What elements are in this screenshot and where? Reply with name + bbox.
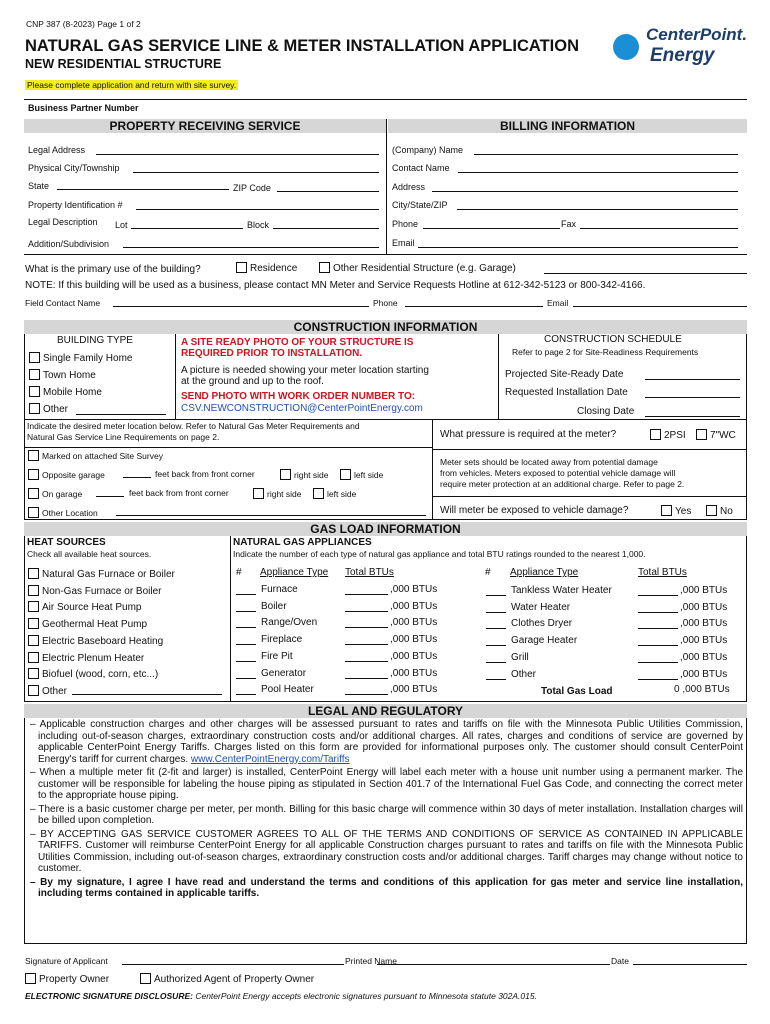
fax-label: Fax: [561, 219, 577, 229]
appliance-count-field[interactable]: [236, 661, 256, 662]
vehicle-question: Will meter be exposed to vehicle damage?: [440, 505, 629, 516]
heat-source-item: [28, 601, 142, 613]
contact-field[interactable]: [458, 172, 738, 173]
other-type-label: Other: [43, 404, 69, 415]
appliance-name: Furnace: [261, 584, 298, 595]
appliance-name: Generator: [261, 667, 307, 679]
appliance-name: Grill: [511, 651, 529, 663]
appliance-count-field[interactable]: [486, 612, 506, 613]
legal-p3: There is a basic customer charge per meter, per month. Billing for this basic charge will commence within 30 days of meter installation. Installation charges will be billed upon completion.: [38, 803, 743, 826]
appliance-btu-field[interactable]: [638, 595, 678, 596]
heat-source-item: [28, 685, 67, 697]
other-location-label: Other Location: [42, 508, 98, 518]
on-garage-right-label: right side: [267, 489, 302, 499]
heat-source-item: [28, 635, 163, 647]
appliance-count-field[interactable]: [486, 662, 506, 663]
appliance-name: Clothes Dryer: [511, 618, 573, 630]
heat-source-checkbox[interactable]: [28, 601, 39, 612]
heat-source-checkbox[interactable]: [28, 668, 39, 679]
closing-field[interactable]: [645, 416, 740, 417]
appliance-name: Pool Heater: [261, 684, 314, 696]
appliance-btu-unit: ,000 BTUs: [680, 635, 728, 647]
meter-note-3: require meter protection at an additional charge. Refer to page 2.: [440, 479, 685, 489]
appliance-name: Water Heater: [511, 601, 571, 613]
heat-source-label: Non-Gas Furnace or Boiler: [42, 585, 162, 597]
city-field[interactable]: [457, 209, 738, 210]
psi2-checkbox[interactable]: [650, 429, 661, 440]
addition-label: Addition/Subdivision: [28, 239, 110, 249]
company-field[interactable]: [474, 154, 738, 155]
zip-label: ZIP Code: [233, 183, 271, 193]
meter-location-note-2: Natural Gas Service Line Requirements on page 2.: [27, 432, 220, 442]
appliance-btu-unit: ,000 BTUs: [680, 668, 728, 680]
marked-site-survey-checkbox[interactable]: [28, 450, 39, 461]
opposite-left-checkbox[interactable]: [340, 469, 351, 480]
legal-desc-label: Legal Description: [28, 217, 98, 227]
heat-source-checkbox[interactable]: [28, 618, 39, 629]
other-structure-field[interactable]: [544, 273, 747, 274]
physical-city-label: Physical City/Township: [28, 163, 120, 173]
mobile-home-checkbox[interactable]: [29, 386, 40, 397]
heat-source-label: Electric Baseboard Heating: [42, 635, 164, 647]
property-owner-label: Property Owner: [39, 974, 110, 985]
field-contact-field[interactable]: [113, 306, 369, 307]
authorized-agent-checkbox[interactable]: [140, 973, 151, 984]
addition-field[interactable]: [123, 247, 379, 248]
total-gas-load-label: Total Gas Load: [541, 686, 613, 697]
disclosure-title: ELECTRONIC SIGNATURE DISCLOSURE:: [25, 991, 193, 1001]
property-section-title: PROPERTY RECEIVING SERVICE: [24, 119, 386, 133]
heat-source-item: [28, 585, 162, 597]
appliance-btu-field[interactable]: [638, 612, 678, 613]
town-home-label: Town Home: [43, 370, 96, 381]
heat-source-checkbox[interactable]: [28, 685, 39, 696]
logo-text-1: CenterPoint.: [646, 25, 748, 44]
appliances-title: NATURAL GAS APPLIANCES: [233, 537, 372, 548]
appliance-btu-field[interactable]: [345, 694, 388, 695]
legal-text: – Applicable construction charges and other charges will be assessed pursuant to rates and tariffs on file with the Minnesota Public Utilities Commission, including out-of-season charges, extraordinary construction costs and/or additional charges. All rates, charges and conditions of service are governed by applicable CenterPoint Energy Tariffs. Charges listed on this form are provided for informational purposes only. The customer should consult CenterPoint Energy's tariff for current charges. www.CenterPointEnergy.com/Tariffs – When a multiple meter fit (2-fit and larger) is installed, CenterPoint Energy will label each meter with a house unit number using a permanent marker. The customer will be responsible for labeling the house piping as stipulated in Section 401.7 of the International Fuel Gas Code, and connecting the correct meter to the appropriate house piping. – There is a basic customer charge per meter, per month. Billing for this basic charge will commence within 30 days of meter installation. Installation charges will be billed upon completion. – BY ACCEPTING GAS SERVICE CUSTOMER AGREES TO ALL OF THE TERMS AND CONDITIONS OF SERVICE AS CONTAINED IN APPLICABLE TARIFFS. Customer will reimburse CenterPoint Energy for all applicable Construction charges pursuant to rates and tariffs on file with the Minnesota Public Utilities Commission, including out-of-season charges, extraordinary construction costs and/or additional charges. Tariff charges may change without notice to customer. – By my signature, I agree I have read and understand the terms and conditions of this application for gas meter and service line installation, including terms contained in applicable tariffs.: [30, 719, 744, 899]
opposite-garage-label: Opposite garage: [42, 470, 105, 480]
meter-location-note-1: Indicate the desired meter location below. Refer to Natural Gas Meter Requirements and: [27, 421, 360, 431]
zip-field[interactable]: [277, 191, 379, 192]
appliance-btu-unit: ,000 BTUs: [680, 651, 728, 663]
address-label: Address: [392, 182, 426, 192]
mobile-home-label: Mobile Home: [43, 387, 102, 398]
property-owner-checkbox[interactable]: [25, 973, 36, 984]
heat-source-label: Air Source Heat Pump: [42, 602, 142, 614]
heat-source-checkbox[interactable]: [28, 568, 39, 579]
single-family-checkbox[interactable]: [29, 352, 40, 363]
address-field[interactable]: [432, 191, 738, 192]
page-subtitle: NEW RESIDENTIAL STRUCTURE: [25, 57, 222, 71]
appliance-btu-unit: ,000 BTUs: [390, 584, 438, 595]
appliance-btu-field[interactable]: [345, 611, 388, 612]
heat-source-item: [28, 668, 158, 680]
opposite-feet-field[interactable]: [123, 477, 151, 478]
marked-site-survey-label: Marked on attached Site Survey: [42, 451, 163, 461]
appliance-btu-field[interactable]: [345, 661, 388, 662]
total-btu-right: Total BTUs: [638, 567, 687, 578]
on-garage-label: On garage: [42, 489, 83, 499]
on-garage-feet-field[interactable]: [96, 496, 124, 497]
appliance-btu-field[interactable]: [345, 644, 388, 645]
legal-p4: BY ACCEPTING GAS SERVICE CUSTOMER AGREES TO ALL OF THE TERMS AND CONDITIONS OF SERVICE AS CONTAINED IN APPLICABLE TARIFFS. Customer will reimburse CenterPoint Energy for all applicable Construction charges pursuant to rates and tariffs on file with the Minnesota Public Utilities Commission, including out-of-season charges, extraordinary construction costs and/or additional charges. Tariff charges may change without notice to customer.: [38, 828, 743, 874]
heat-source-label: Geothermal Heat Pump: [42, 619, 148, 631]
hash-left: #: [236, 567, 242, 578]
requested-label: Requested Installation Date: [505, 387, 628, 398]
date-field[interactable]: [633, 964, 747, 965]
meter-note-1: Meter sets should be located away from potential damage: [440, 457, 658, 467]
building-type-title: BUILDING TYPE: [57, 335, 133, 346]
construction-title: CONSTRUCTION INFORMATION: [24, 320, 747, 334]
opposite-right-label: right side: [294, 470, 329, 480]
field-contact-label: Field Contact Name: [25, 298, 101, 308]
send-photo-text: SEND PHOTO WITH WORK ORDER NUMBER TO:: [181, 391, 416, 402]
heat-source-checkbox[interactable]: [28, 652, 39, 663]
appliance-count-field[interactable]: [236, 694, 256, 695]
heat-source-label: Natural Gas Furnace or Boiler: [42, 569, 175, 580]
photo-desc-2: at the ground and up to the roof.: [181, 376, 324, 387]
heat-source-item: [28, 568, 175, 580]
appliance-count-field[interactable]: [236, 594, 256, 595]
heat-source-item: [28, 652, 144, 664]
legal-p1: Applicable construction charges and other charges will be assessed pursuant to rates and tariffs on file with the Minnesota Public Utilities Commission, including out-of-season charges, extraordinary construction costs and/or additional charges. All rates, charges and conditions of service are governed by applicable CenterPoint Energy Tariffs. Charges listed on this form are provided for informational purposes only. The customer should consult CenterPoint Energy's tariff for current charges.: [38, 719, 743, 765]
on-garage-left-checkbox[interactable]: [313, 488, 324, 499]
property-id-label: Property Identification #: [28, 200, 123, 210]
appliance-btu-unit: ,000 BTUs: [680, 585, 728, 596]
meter-note-2: from vehicles. Meters exposed to potential vehicle damage will: [440, 468, 676, 478]
appliance-count-field[interactable]: [236, 611, 256, 612]
date-label: Date: [611, 956, 629, 966]
town-home-checkbox[interactable]: [29, 369, 40, 380]
field-phone-field[interactable]: [405, 306, 543, 307]
tariffs-link[interactable]: www.CenterPointEnergy.com/Tariffs: [190, 753, 350, 765]
opposite-garage-checkbox[interactable]: [28, 469, 39, 480]
block-label: Block: [247, 220, 270, 230]
other-structure-checkbox[interactable]: [319, 262, 330, 273]
heat-source-label: Electric Plenum Heater: [42, 652, 145, 664]
heat-source-checkbox[interactable]: [28, 585, 39, 596]
appliance-btu-field[interactable]: [638, 628, 678, 629]
phone-field[interactable]: [423, 228, 560, 229]
appliance-name: Boiler: [261, 600, 287, 612]
other-structure-label: Other Residential Structure (e.g. Garage): [333, 263, 516, 274]
phone-label: Phone: [392, 219, 419, 229]
appliance-name: Fire Pit: [261, 650, 293, 662]
on-garage-right-checkbox[interactable]: [253, 488, 264, 499]
appliances-note: Indicate the number of each type of natural gas appliance and total BTU ratings rounded to the nearest 1,000.: [233, 549, 646, 559]
appliance-count-field[interactable]: [236, 678, 256, 679]
wc7-label: 7"WC: [710, 430, 736, 441]
e-signature-disclosure: [25, 991, 537, 1001]
heat-other-field[interactable]: [72, 694, 222, 695]
appliance-btu-unit: ,000 BTUs: [680, 618, 728, 630]
other-type-checkbox[interactable]: [29, 403, 40, 414]
opposite-right-checkbox[interactable]: [280, 469, 291, 480]
total-gas-load-value: 0 ,000 BTUs: [674, 684, 730, 695]
other-location-field[interactable]: [116, 515, 426, 516]
appliance-name: Range/Oven: [261, 617, 318, 629]
residence-checkbox[interactable]: [236, 262, 247, 273]
feet-back-label-1: feet back from front corner: [155, 469, 255, 479]
appliance-count-field[interactable]: [486, 645, 506, 646]
appliance-btu-unit: ,000 BTUs: [390, 617, 438, 629]
psi2-label: 2PSI: [664, 430, 686, 441]
state-field[interactable]: [57, 189, 229, 190]
heat-source-label: Biofuel (wood, corn, etc...): [42, 669, 159, 681]
total-btu-left: Total BTUs: [345, 567, 394, 578]
appliance-btu-field[interactable]: [345, 678, 388, 679]
legal-address-field[interactable]: [96, 154, 379, 155]
on-garage-checkbox[interactable]: [28, 488, 39, 499]
appliance-btu-unit: ,000 BTUs: [390, 684, 438, 696]
property-id-field[interactable]: [136, 209, 379, 210]
appliance-count-field[interactable]: [486, 679, 506, 680]
heat-source-checkbox[interactable]: [28, 635, 39, 646]
appliance-btu-unit: ,000 BTUs: [390, 600, 438, 612]
printed-name-label: Printed Name: [345, 956, 397, 966]
photo-email-link[interactable]: CSV.NEWCONSTRUCTION@CenterPointEnergy.com: [181, 403, 423, 414]
requested-field[interactable]: [645, 397, 740, 398]
vehicle-no-checkbox[interactable]: [706, 505, 717, 516]
appliance-btu-field[interactable]: [345, 594, 388, 595]
contact-label: Contact Name: [392, 163, 450, 173]
appliance-type-right: Appliance Type: [510, 567, 579, 578]
email-field[interactable]: [418, 247, 738, 248]
use-question: What is the primary use of the building?: [25, 264, 201, 275]
heat-sources-note: Check all available heat sources.: [27, 549, 152, 559]
appliance-btu-field[interactable]: [638, 662, 678, 663]
centerpoint-logo-icon: [613, 34, 639, 60]
physical-city-field[interactable]: [133, 172, 379, 173]
appliance-count-field[interactable]: [486, 628, 506, 629]
vehicle-yes-label: Yes: [675, 506, 692, 517]
appliance-count-field[interactable]: [236, 644, 256, 645]
gas-load-title: GAS LOAD INFORMATION: [24, 522, 747, 536]
company-label: (Company) Name: [392, 145, 464, 155]
appliance-name: Tankless Water Heater: [511, 585, 612, 596]
signature-field[interactable]: [122, 964, 344, 965]
single-family-label: Single Family Home: [43, 353, 133, 364]
on-garage-left-label: left side: [327, 489, 357, 499]
appliance-btu-unit: ,000 BTUs: [390, 634, 438, 646]
logo-text-2: Energy: [650, 45, 715, 66]
page-title: NATURAL GAS SERVICE LINE & METER INSTALLATION APPLICATION: [25, 37, 579, 55]
fax-field[interactable]: [580, 228, 738, 229]
appliance-btu-unit: ,000 BTUs: [680, 601, 728, 613]
pressure-question: What pressure is required at the meter?: [440, 429, 617, 440]
wc7-checkbox[interactable]: [696, 429, 707, 440]
feet-back-label-2: feet back from front corner: [129, 488, 229, 498]
hash-right: #: [485, 567, 491, 578]
vehicle-yes-checkbox[interactable]: [661, 505, 672, 516]
billing-section-title: BILLING INFORMATION: [388, 119, 747, 133]
disclosure-text: CenterPoint Energy accepts electronic signatures pursuant to Minnesota statute 302A.015.: [195, 991, 537, 1001]
block-field[interactable]: [273, 228, 379, 229]
closing-label: Closing Date: [577, 406, 635, 417]
projected-field[interactable]: [645, 379, 740, 380]
appliance-btu-field[interactable]: [638, 645, 678, 646]
city-label: City/State/ZIP: [392, 200, 448, 210]
schedule-ref: Refer to page 2 for Site-Readiness Requirements: [512, 347, 699, 357]
heat-sources-title: HEAT SOURCES: [27, 537, 106, 548]
legal-p2: When a multiple meter fit (2-fit and larger) is installed, CenterPoint Energy will label each meter with a house unit number using a permanent marker. The customer will be responsible for labeling the house piping as stipulated in Section 401.7 of the International Fuel Gas Code, and connecting the correct meter to the appropriate house piping.: [38, 767, 744, 801]
photo-desc-1: A picture is needed showing your meter location starting: [181, 365, 429, 376]
lot-field[interactable]: [131, 228, 243, 229]
state-label: State: [28, 181, 50, 191]
appliance-type-left: Appliance Type: [260, 567, 329, 578]
appliance-btu-field[interactable]: [638, 679, 678, 680]
schedule-title: CONSTRUCTION SCHEDULE: [544, 334, 682, 345]
appliance-btu-field[interactable]: [345, 627, 388, 628]
photo-requirement-2: REQUIRED PRIOR TO INSTALLATION.: [181, 348, 363, 359]
printed-name-field[interactable]: [377, 964, 610, 965]
field-email-label: Email: [547, 298, 569, 308]
signature-label: Signature of Applicant: [25, 956, 108, 966]
appliance-name: Fireplace: [261, 634, 303, 646]
heat-source-label: Other: [42, 685, 68, 697]
appliance-count-field[interactable]: [236, 627, 256, 628]
lot-label: Lot: [115, 220, 128, 230]
field-email-field[interactable]: [573, 306, 747, 307]
legal-p5: By my signature, I agree I have read and understand the terms and conditions of this application for gas meter and service line installation, including terms contained in applicable tariffs.: [38, 876, 743, 899]
email-label: Email: [392, 238, 415, 248]
legal-title: LEGAL AND REGULATORY: [24, 704, 747, 718]
other-type-field[interactable]: [76, 414, 166, 415]
projected-label: Projected Site-Ready Date: [505, 369, 624, 380]
business-note: NOTE: If this building will be used as a business, please contact MN Meter and Service Requests Hotline at 612-342-5123 or 800-342-4166.: [25, 280, 646, 291]
opposite-left-label: left side: [354, 470, 384, 480]
appliance-btu-unit: ,000 BTUs: [390, 667, 438, 679]
vehicle-no-label: No: [720, 506, 733, 517]
authorized-agent-label: Authorized Agent of Property Owner: [154, 974, 315, 985]
residence-label: Residence: [250, 263, 298, 274]
form-id: CNP 387 (8-2023) Page 1 of 2: [26, 19, 141, 29]
business-partner-label: Business Partner Number: [28, 103, 139, 113]
appliance-name: Other: [511, 668, 537, 680]
other-location-checkbox[interactable]: [28, 507, 39, 518]
appliance-btu-unit: ,000 BTUs: [390, 650, 438, 662]
appliance-count-field[interactable]: [486, 595, 506, 596]
photo-requirement-1: A SITE READY PHOTO OF YOUR STRUCTURE IS: [181, 337, 414, 348]
legal-address-label: Legal Address: [28, 145, 86, 155]
heat-source-item: [28, 618, 147, 630]
instruction-note: Please complete application and return with site survey.: [27, 80, 237, 90]
field-phone-label: Phone: [373, 298, 398, 308]
appliance-name: Garage Heater: [511, 635, 578, 647]
